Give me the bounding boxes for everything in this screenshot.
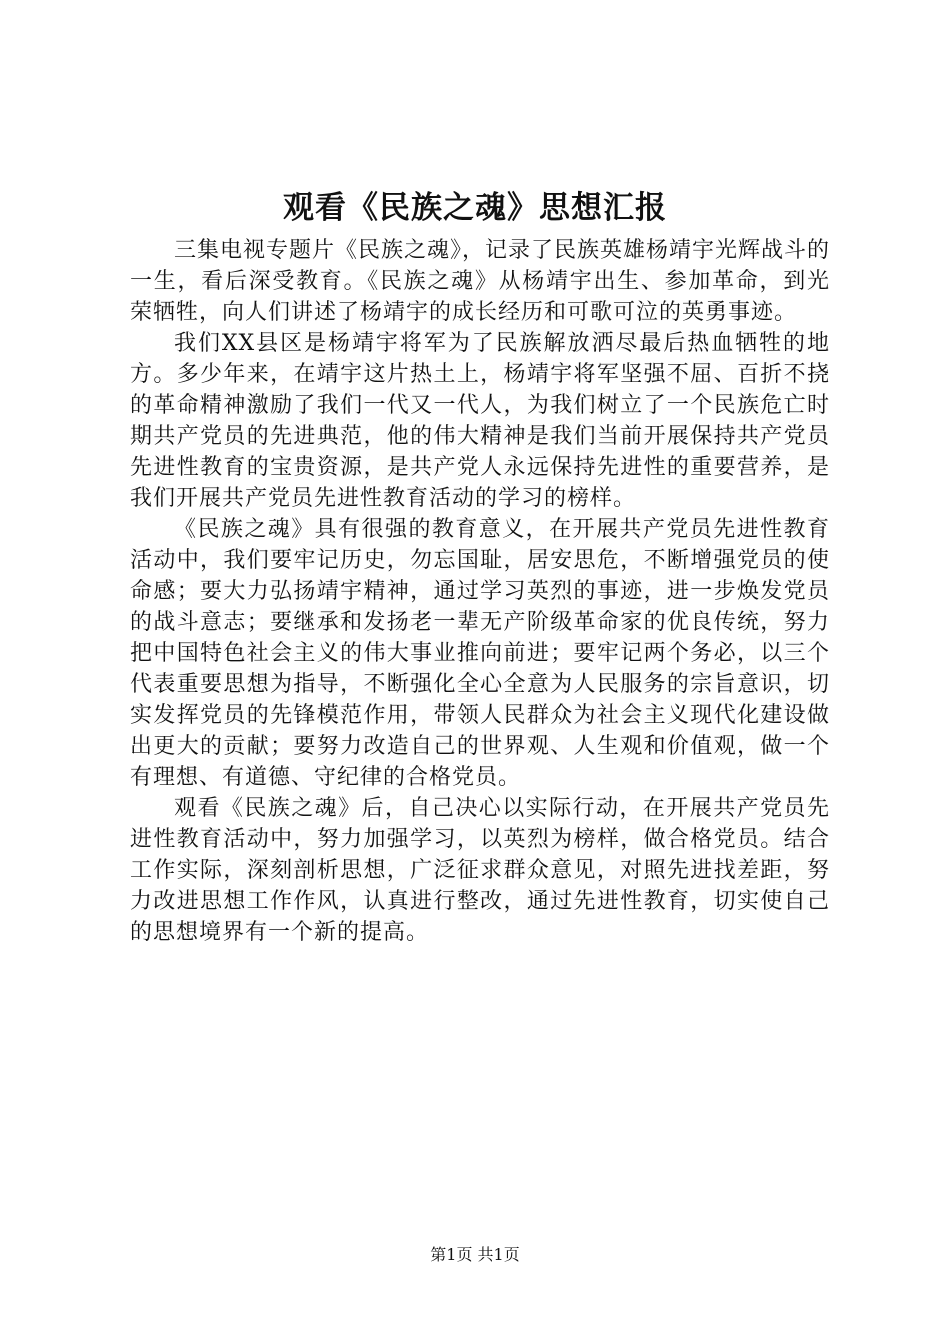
page-number-footer: 第1页 共1页 [430,1245,520,1264]
paragraph-3: 《民族之魂》具有很强的教育意义，在开展共产党员先进性教育活动中，我们要牢记历史，勿忘国耻，居安思危，不断增强党员的使命感；要大力弘扬靖宇精神，通过学习英烈的事迹，进一步焕发党员的战斗意志；要继承和发扬老一辈无产阶级革命家的优良传统，努力把中国特色社会主义的伟大事业推向前进；要牢记两个务必，以三个代表重要思想为指导，不断强化全心全意为人民服务的宗旨意识，切实发挥党员的先锋模范作用，带领人民群众为社会主义现代化建设做出更大的贡献；要努力改造自己的世界观、人生观和价值观，做一个有理想、有道德、守纪律的合格党员。 [130,517,830,790]
document-title: 观看《民族之魂》思想汇报 [283,190,667,226]
paragraph-2: 我们XX县区是杨靖宇将军为了民族解放洒尽最后热血牺牲的地方。多少年来，在靖宇这片热土上，杨靖宇将军坚强不屈、百折不挠的革命精神激励了我们一代又一代人，为我们树立了一个民族危亡时期共产党员的先进典范，他的伟大精神是我们当前开展保持共产党员先进性教育的宝贵资源，是共产党人永远保持先进性的重要营养，是我们开展共产党员先进性教育活动的学习的榜样。 [130,331,830,511]
document-body [130,235,830,948]
paragraph-4: 观看《民族之魂》后，自己决心以实际行动，在开展共产党员先进性教育活动中，努力加强学习，以英烈为榜样，做合格党员。结合工作实际，深刻剖析思想，广泛征求群众意见，对照先进找差距，努力改进思想工作作风，认真进行整改，通过先进性教育，切实使自己的思想境界有一个新的提高。 [130,796,830,945]
paragraph-1: 三集电视专题片《民族之魂》，记录了民族英雄杨靖宇光辉战斗的一生，看后深受教育。《民族之魂》从杨靖宇出生、参加革命，到光荣牺牲，向人们讲述了杨靖宇的成长经历和可歌可泣的英勇事迹。 [130,238,831,325]
